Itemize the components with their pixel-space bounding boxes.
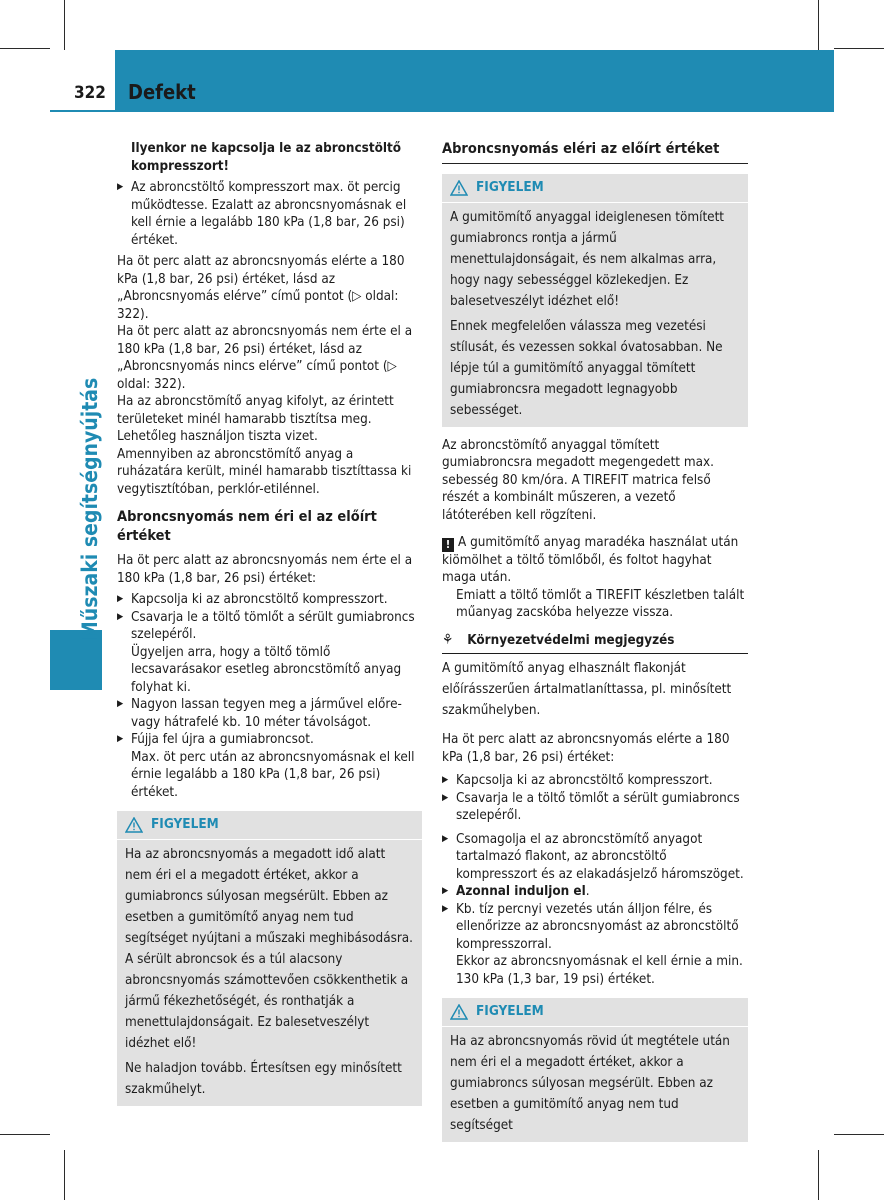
environment-note-title: Környezetvédelmi megjegyzés: [467, 632, 675, 648]
note-text: A gumitömítő anyag maradéka használat után kiömölhet a töltő tömlőből, és foltot hagyhat maga után.: [442, 535, 739, 586]
list-item: ▶ Kapcsolja ki az abroncstöltő kompresszort.: [442, 772, 748, 790]
list-item: ▶ Csavarja le a töltő tömlőt a sérült gumiabroncs szelepéről.: [117, 609, 422, 644]
list-item: ▶ Csavarja le a töltő tömlőt a sérült gumiabroncs szelepéről.: [442, 790, 748, 825]
warning-title: FIGYELEM: [476, 1003, 544, 1020]
sidebar-label: Műszaki segítségnyújtás: [78, 377, 102, 640]
warning-text: Ne haladjon tovább. Értesítsen egy minősített szakműhelyt.: [125, 1060, 402, 1097]
right-column: [442, 140, 748, 1142]
warning-box: [117, 811, 422, 1106]
warning-triangle-icon: [450, 180, 468, 196]
warning-text: Ha az abroncsnyomás a megadott idő alatt nem éri el a megadott értéket, akkor a gumiabroncs súlyosan megsérült. Ebben az esetben a gumitömítő anyag nem tud segítséget nyújtani a műszaki meghibásodásra. A sérült abroncsok és a túl alacsony abroncsnyomás számottevően csökkenthetik a jármű fékezhetőségét, és ronthatják a menettulajdonságait. Ez balesetveszélyt idézhet elő!: [125, 846, 414, 1051]
crop-mark: [834, 1134, 884, 1135]
environment-note-text: A gumitömítő anyag elhasznált flakonját előírásszerűen ártalmatlaníttassa, pl. minősített szakműhelyben.: [442, 661, 732, 719]
note-text: Emiatt a töltő tömlőt a TIREFIT készletben talált műanyag zacskóba helyezze vissza.: [456, 587, 745, 621]
list-item: [442, 883, 748, 901]
warning-triangle-icon: [125, 817, 143, 833]
list-item-bold: Azonnal induljon el: [456, 884, 586, 900]
crop-mark: [818, 0, 819, 50]
header-bar: [115, 50, 834, 110]
section-heading: Abroncsnyomás eléri az előírt értéket: [442, 140, 748, 164]
warning-header: [117, 811, 422, 840]
crop-mark: [64, 1150, 65, 1200]
list-item: ▶ Csomagolja el az abroncstömítő anyagot tartalmazó flakont, az abroncstöltő kompresszort és az elakadásjelző háromszöget.: [442, 831, 748, 884]
header-rule: [50, 110, 834, 112]
section-title: Defekt: [128, 80, 196, 104]
crop-mark: [834, 48, 884, 49]
warning-text: Ennek megfelelően válassza meg vezetési stílusát, és vezessen sokkal óvatosabban. Ne lépje túl a gumitömítő anyaggal tömített gumiabroncsra megadott legnagyobb sebességet.: [450, 318, 723, 418]
paragraph: Amennyiben az abroncstömítő anyag a ruházatára került, minél hamarabb tisztíttassa ki vegytisztítóban, perklór-etilénnel.: [117, 446, 412, 497]
warning-title: FIGYELEM: [151, 816, 219, 832]
list-item-end: .: [585, 884, 590, 900]
warning-title: FIGYELEM: [476, 179, 544, 195]
warning-box: [442, 174, 748, 427]
page-number: 322: [74, 83, 106, 103]
list-note: Ekkor az abroncsnyomásnak el kell érnie a min. 130 kPa (1,3 bar, 19 psi) értéket.: [456, 954, 743, 987]
environment-note-header: [442, 632, 748, 655]
section-heading: Abroncsnyomás nem éri el az előírt értéket: [117, 509, 377, 544]
list-note: Ügyeljen arra, hogy a töltő tömlő lecsavarásakor esetleg abroncstömítő anyag folyhat ki.: [131, 644, 402, 695]
crop-mark: [818, 1150, 819, 1200]
list-item: ▶ Nagyon lassan tegyen meg a járművel előre-vagy hátrafelé kb. 10 méter távolságot.: [117, 696, 422, 731]
paragraph: Ha öt perc alatt az abroncsnyomás nem érte el a 180 kPa (1,8 bar, 26 psi) értéket, lásd az „Abroncsnyomás nincs elérve” című pontot (▷ oldal: 322).: [117, 324, 413, 392]
crop-mark: [64, 0, 65, 50]
list-item: ▶ Az abroncstöltő kompresszort max. öt percig működtesse. Ezalatt az abroncsnyomásnak el kell érnie a legalább 180 kPa (1,8 bar, 26 psi) értéket.: [117, 179, 422, 249]
warning-header: [442, 174, 748, 203]
list-item: ▶ Kapcsolja ki az abroncstöltő kompresszort.: [117, 591, 422, 609]
warning-text: Ha az abroncsnyomás rövid út megtétele után nem éri el a megadott értéket, akkor a gumiabroncs súlyosan megsérült. Ebben az esetben a gumitömítő anyag nem tud segítséget: [450, 1033, 730, 1133]
list-item: ▶ Kb. tíz percnyi vezetés után álljon félre, és ellenőrizze az abroncsnyomást az abroncstöltő kompresszorral.: [442, 901, 748, 954]
paragraph: Ha az abroncstömítő anyag kifolyt, az érintett területeket minél hamarabb tisztítsa meg. Lehetőleg használjon tiszta vizet.: [117, 394, 394, 444]
left-column: [117, 140, 422, 1106]
list-item: ▶ Fújja fel újra a gumiabroncsot.: [117, 731, 422, 749]
warning-box: [442, 998, 748, 1142]
warning-text: A gumitömítő anyaggal ideiglenesen tömített gumiabroncs rontja a jármű menettulajdonságait, és nem alkalmas arra, hogy nagy sebességgel közlekedjen. Ez balesetveszélyt idézhet elő!: [450, 209, 725, 309]
note: [442, 534, 748, 587]
exclamation-icon: !: [442, 538, 454, 552]
paragraph: Ha öt perc alatt az abroncsnyomás elérte a 180 kPa (1,8 bar, 26 psi) értéket, lásd az „Abroncsnyomás elérve” című pontot (▷ oldal: 322).: [117, 254, 405, 322]
leaf-icon: ⚘: [442, 631, 454, 648]
paragraph: Ha öt perc alatt az abroncsnyomás elérte a 180 kPa (1,8 bar, 26 psi) értéket:: [442, 732, 730, 765]
warning-header: [442, 998, 748, 1027]
crop-mark: [0, 1134, 50, 1135]
warning-intro: Ilyenkor ne kapcsolja le az abroncstöltő kompresszort!: [131, 141, 402, 174]
paragraph: Ha öt perc alatt az abroncsnyomás nem érte el a 180 kPa (1,8 bar, 26 psi) értéket:: [117, 553, 413, 586]
crop-mark: [0, 48, 50, 49]
list-note: Max. öt perc után az abroncsnyomásnak el kell érnie legalább a 180 kPa (1,8 bar, 26 psi) értéket.: [131, 749, 415, 800]
paragraph: Az abroncstömítő anyaggal tömített gumiabroncsra megadott megengedett max. sebesség 80 km/óra. A TIREFIT matrica felső részét a kombinált műszeren, a vezető látóterében kell rögzíteni.: [442, 437, 714, 523]
warning-triangle-icon: [450, 1004, 468, 1020]
